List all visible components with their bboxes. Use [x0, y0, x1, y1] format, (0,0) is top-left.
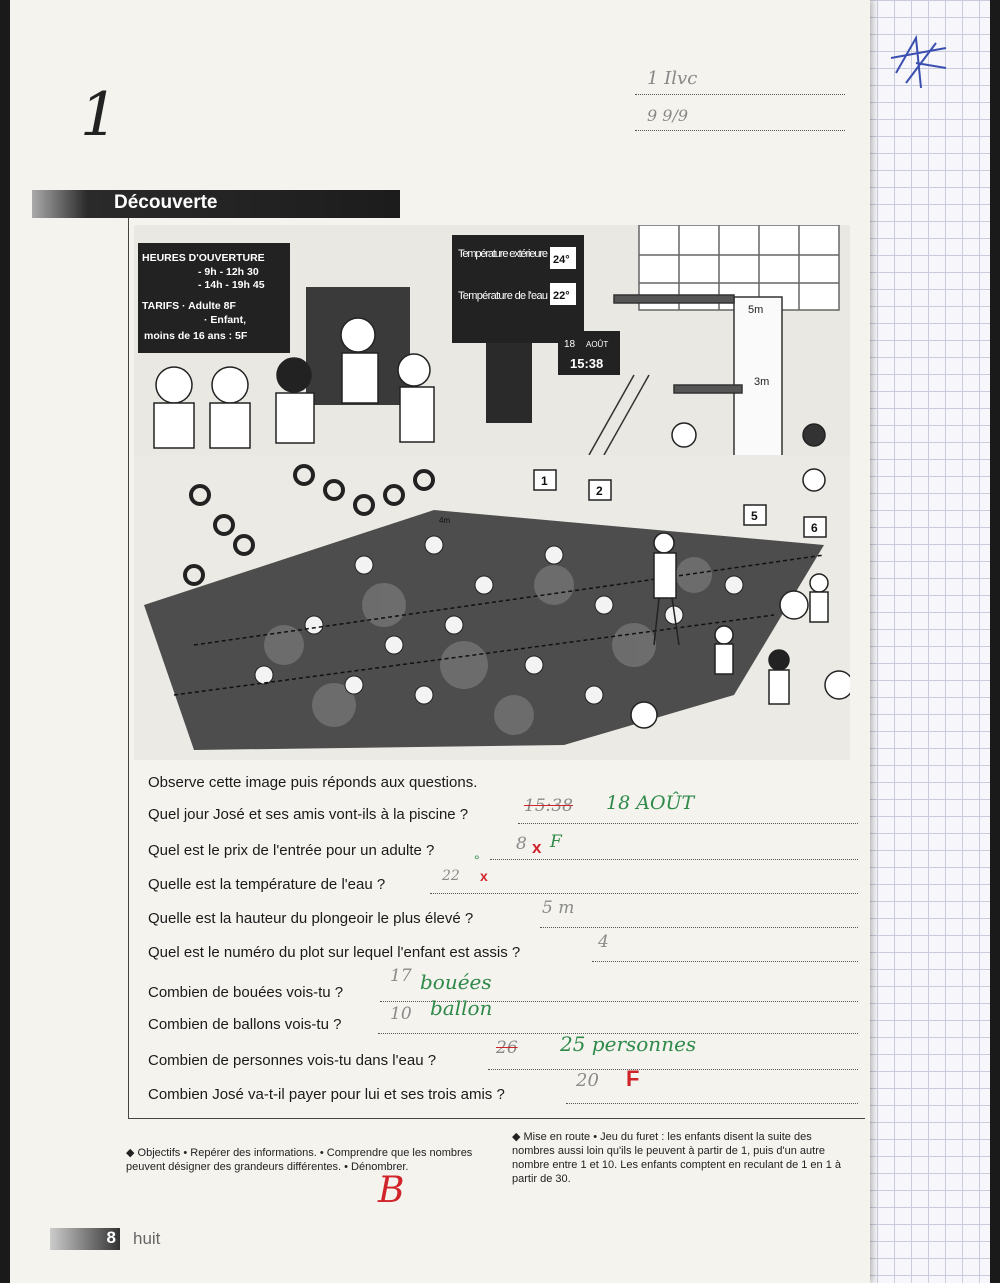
answer-line-4[interactable]	[540, 926, 858, 928]
pool-illustration	[134, 225, 850, 760]
worksheet	[10, 0, 870, 1283]
page-mark: 1	[80, 80, 119, 150]
question-7: Combien de ballons vois-tu ?	[148, 1016, 342, 1033]
answer-9: 20	[576, 1070, 599, 1091]
date: 9 9/9	[647, 106, 689, 125]
hours-line-2: - 9h - 12h 30	[198, 266, 259, 278]
footer-page-badge	[50, 1228, 120, 1250]
intro-text: Observe cette image puis réponds aux questions.	[148, 774, 478, 791]
answer-2: 8	[516, 834, 527, 854]
section-banner	[32, 190, 400, 218]
mark-2: x	[532, 838, 542, 857]
page-number: 8	[106, 1228, 116, 1247]
question-5: Quel est le numéro du plot sur lequel l'enfant est assis ?	[148, 944, 521, 961]
height-5m: 5m	[748, 304, 764, 316]
hours-line-3: - 14h - 19h 45	[198, 279, 265, 291]
answer-1: 18 AOÛT	[606, 792, 695, 814]
temp-water-value: 22°	[553, 290, 570, 302]
temp-label-water: Température de l'eau	[458, 290, 548, 302]
lane-5: 5	[751, 509, 758, 523]
temp-ext-value: 24°	[553, 254, 570, 266]
question-8: Combien de personnes vois-tu dans l'eau ?	[148, 1052, 437, 1069]
height-3m: 3m	[754, 376, 770, 388]
hours-line-4: TARIFS · Adulte 8F	[142, 300, 236, 312]
answer-6: 17	[390, 966, 412, 986]
grade: B	[378, 1170, 405, 1211]
answer-line-8[interactable]	[488, 1068, 858, 1070]
answer-7: 10	[390, 1004, 412, 1024]
answer-4: 5 m	[542, 898, 575, 918]
hours-line-1: HEURES D'OUVERTURE	[142, 252, 265, 264]
page-word: huit	[133, 1229, 161, 1248]
hours-line-5: · Enfant,	[204, 314, 246, 326]
answer-line-5[interactable]	[592, 960, 858, 962]
lane-6: 6	[811, 521, 818, 535]
page	[10, 0, 990, 1283]
clock-day: 18	[564, 339, 576, 350]
answer-line-9[interactable]	[566, 1102, 858, 1104]
clock-time: 15:38	[570, 356, 604, 371]
answer-5: 4	[598, 932, 609, 952]
door	[486, 343, 532, 423]
question-4: Quelle est la hauteur du plongeoir le plus élevé ?	[148, 910, 474, 927]
name-line	[635, 66, 845, 95]
question-6: Combien de bouées vois-tu ?	[148, 984, 344, 1001]
footnote-objectifs: ◆ Objectifs • Repérer des informations. • Comprendre que les nombres peuvent désigner des grandeurs différentes. • Dénombrer.	[126, 1147, 473, 1173]
date-line	[635, 102, 845, 131]
lane-mark: 4m	[439, 516, 451, 525]
question-1: Quel jour José et ses amis vont-ils à la piscine ?	[148, 806, 469, 823]
answer-line-3[interactable]	[430, 892, 858, 894]
answer-1-struck: 15:38	[524, 796, 573, 816]
lane-1: 1	[541, 474, 548, 488]
teacher-signature	[876, 28, 956, 98]
hours-line-6: moins de 16 ans : 5F	[144, 330, 248, 342]
temp-label-ext: Température extérieure	[458, 248, 548, 260]
question-9: Combien José va-t-il payer pour lui et ses trois amis ?	[148, 1086, 505, 1103]
lane-2: 2	[596, 484, 603, 498]
answer-3: 22	[442, 868, 460, 884]
correction-6: bouées	[420, 970, 492, 994]
correction-2: F	[550, 832, 562, 852]
section-title: Découverte	[114, 192, 218, 213]
footnote-mise-en-route: ◆ Mise en route • Jeu du furet : les enfants disent la suite des nombres aussi loin qu'ils le peuvent à partir de 1, puis d'un autre nombre entre 1 et 10. Les enfants comptent en reculant de 1 en 1 à partir de 30.	[512, 1131, 841, 1185]
answer-line-2[interactable]	[490, 858, 858, 860]
correction-7: ballon	[430, 996, 493, 1020]
correction-9: F	[626, 1066, 640, 1091]
question-3: Quelle est la température de l'eau ?	[148, 876, 386, 893]
clock-month: AOÛT	[586, 340, 609, 349]
question-2: Quel est le prix de l'entrée pour un adulte ?	[148, 842, 435, 859]
correction-3: °	[474, 852, 480, 868]
mark-3: x	[480, 868, 488, 884]
grid-paper	[859, 0, 990, 1283]
answer-8-struck: 26	[496, 1038, 518, 1058]
answer-line-1[interactable]	[518, 822, 858, 824]
student-name: 1 Ilvc	[647, 68, 698, 89]
answer-8: 25 personnes	[560, 1032, 697, 1056]
